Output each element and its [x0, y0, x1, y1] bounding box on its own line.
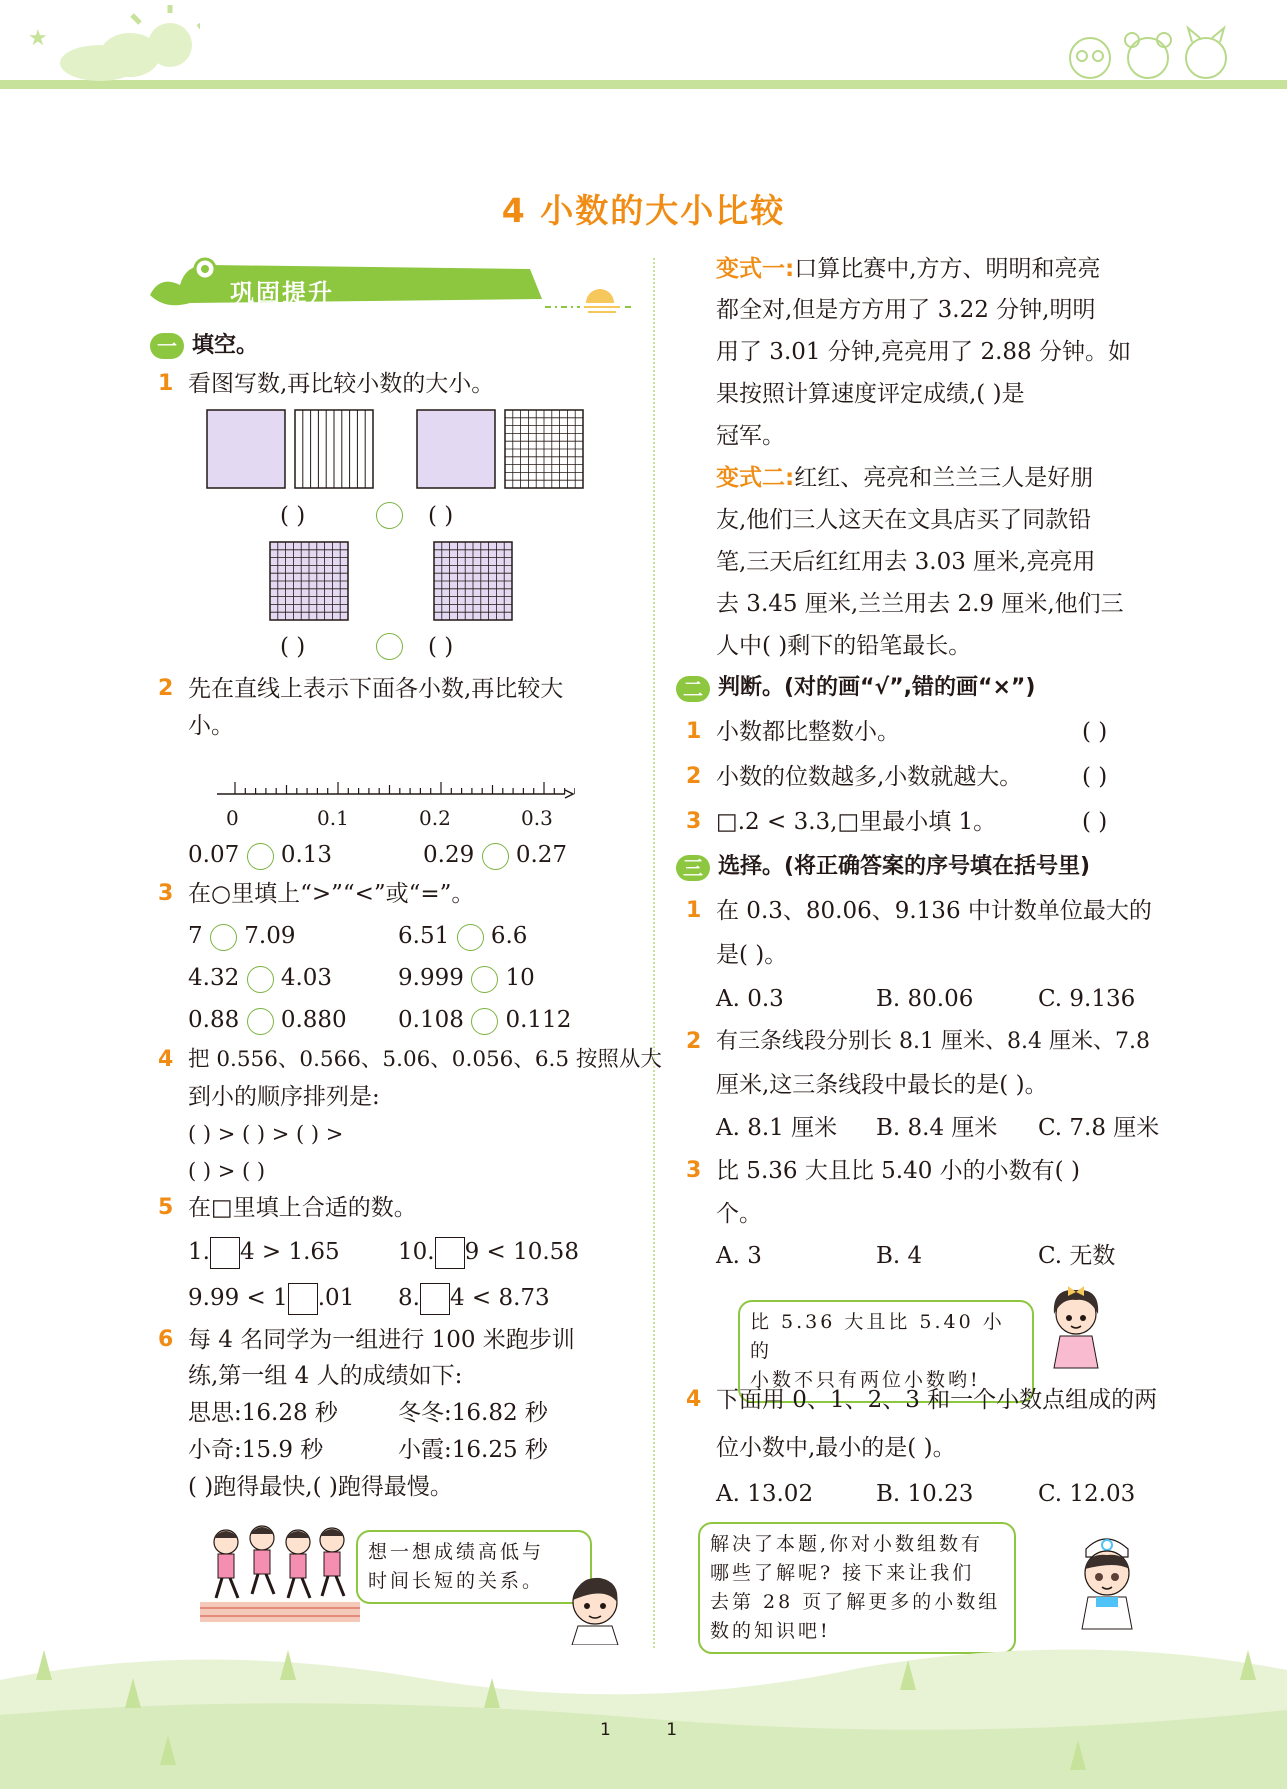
q4-line4: ( ) > ( ): [188, 1159, 266, 1183]
choose-1-number: 1: [686, 898, 702, 923]
q1-figure-row2: [268, 540, 518, 622]
column-divider: [653, 258, 655, 1648]
q5-box[interactable]: [420, 1283, 450, 1315]
q6-result-3: 小奇:15.9 秒: [188, 1437, 324, 1463]
q5-box[interactable]: [210, 1237, 240, 1269]
nurse-boy-avatar: [1066, 1525, 1146, 1630]
q1-figure-row1: [205, 408, 585, 490]
q4-number: 4: [158, 1047, 174, 1072]
choose-2-number: 2: [686, 1029, 702, 1054]
nl-tick-label-3: 0.3: [521, 806, 553, 830]
page-title: 4 小数的大小比较: [501, 191, 786, 230]
q3-row3-right: 0.108 0.112: [398, 1007, 572, 1033]
variant1-line2: 都全对,但是方方用了 3.22 分钟,明明: [716, 297, 1096, 323]
choose-4-line1: 下面用 0、1、2、3 和一个小数点组成的两: [716, 1387, 1158, 1413]
section-title-choose: 选择。(将正确答案的序号填在括号里): [718, 854, 1091, 879]
q5-item-a: 1. 4 > 1.65: [188, 1237, 340, 1269]
nl-tick-label-0: 0: [226, 806, 239, 830]
q6-line5: ( )跑得最快,( )跑得最慢。: [188, 1474, 453, 1500]
q5-item-b: 10. 9 < 10.58: [398, 1237, 579, 1269]
choose-4-line2: 位小数中,最小的是( )。: [716, 1435, 956, 1461]
tip-bubble-2: 比 5.36 大且比 5.40 小的 小数不只有两位小数哟!: [738, 1300, 1034, 1403]
q3-text: 在○里填上“>”“<”或“=”。: [188, 881, 475, 907]
q6-line2: 练,第一组 4 人的成绩如下:: [188, 1363, 463, 1389]
choose-2-option-c[interactable]: C. 7.8 厘米: [1038, 1115, 1160, 1141]
q3-row2-right: 9.999 10: [398, 965, 535, 991]
nl-tick-label-2: 0.2: [419, 806, 451, 830]
q2-cmp2: 0.29 0.27: [423, 842, 568, 868]
q4-line3: ( ) > ( ) > ( ) >: [188, 1122, 344, 1146]
variant1-line1: 变式一:口算比赛中,方方、明明和亮亮: [716, 256, 1101, 282]
q2-number: 2: [158, 676, 174, 701]
choose-4-option-c[interactable]: C. 12.03: [1038, 1481, 1136, 1507]
choose-1-option-b[interactable]: B. 80.06: [876, 986, 974, 1012]
q4-line1: 把 0.556、0.566、5.06、0.056、6.5 按照从大: [188, 1047, 662, 1072]
q1-paren-2b: ( ): [428, 634, 454, 660]
choose-1-line2: 是( )。: [716, 942, 788, 968]
q6-number: 6: [158, 1327, 174, 1352]
variant2-line4: 去 3.45 厘米,兰兰用去 2.9 厘米,他们三: [716, 591, 1124, 617]
q5-item-d: 8. 4 < 8.73: [398, 1283, 550, 1315]
q6-result-1: 思思:16.28 秒: [188, 1400, 338, 1426]
variant2-line3: 笔,三天后红红用去 3.03 厘米,亮亮用: [716, 549, 1096, 575]
q3-circle[interactable]: [247, 1008, 274, 1035]
section-label: 巩固提升: [230, 279, 334, 307]
q1-paren-1b: ( ): [428, 503, 454, 529]
q5-number: 5: [158, 1195, 174, 1220]
choose-2-option-b[interactable]: B. 8.4 厘米: [876, 1115, 998, 1141]
section-title-judge: 判断。(对的画“√”,错的画“×”): [718, 675, 1036, 700]
q3-number: 3: [158, 881, 174, 906]
choose-3-option-c[interactable]: C. 无数: [1038, 1243, 1116, 1269]
q3-row3-left: 0.88 0.880: [188, 1007, 347, 1033]
q3-circle[interactable]: [471, 1008, 498, 1035]
q5-item-c: 9.99 < 1 .01: [188, 1283, 354, 1315]
choose-3-option-b[interactable]: B. 4: [876, 1243, 923, 1269]
choose-3-number: 3: [686, 1158, 702, 1183]
variant2-line5: 人中( )剩下的铅笔最长。: [716, 633, 972, 659]
judge-1-number: 1: [686, 719, 702, 744]
tip-bubble-3: 解决了本题,你对小数组数有 哪些了解呢? 接下来让我们 去第 28 页了解更多的小数组 数的知识吧!: [698, 1522, 1016, 1654]
q2-line1: 先在直线上表示下面各小数,再比较大: [188, 676, 564, 702]
tip-bubble-1: 想一想成绩高低与 时间长短的关系。: [356, 1530, 592, 1604]
q3-circle[interactable]: [247, 966, 274, 993]
q2-circle-1[interactable]: [247, 843, 274, 870]
variant2-line1: 变式二:红红、亮亮和兰兰三人是好朋: [716, 465, 1094, 491]
variant1-line5: 冠军。: [716, 423, 785, 449]
nl-tick-label-1: 0.1: [317, 806, 349, 830]
q1-text: 看图写数,再比较小数的大小。: [188, 371, 495, 397]
judge-1-answer[interactable]: ( ): [1082, 719, 1108, 745]
animals-decoration: [1060, 20, 1250, 82]
cloud-sun-decoration: [20, 5, 200, 85]
q1-paren-2a: ( ): [280, 634, 306, 660]
q3-circle[interactable]: [471, 966, 498, 993]
choose-1-option-c[interactable]: C. 9.136: [1038, 986, 1136, 1012]
choose-2-line1: 有三条线段分别长 8.1 厘米、8.4 厘米、7.8: [716, 1029, 1150, 1054]
section-badge-1: 一: [150, 333, 184, 359]
q2-circle-2[interactable]: [482, 843, 509, 870]
q5-box[interactable]: [435, 1237, 465, 1269]
choose-1-line1: 在 0.3、80.06、9.136 中计数单位最大的: [716, 898, 1152, 924]
section-label-ribbon: [150, 255, 635, 315]
q6-line1: 每 4 名同学为一组进行 100 米跑步训: [188, 1327, 575, 1353]
footer-hills: [0, 1620, 1287, 1789]
q6-result-4: 小霞:16.25 秒: [398, 1437, 548, 1463]
judge-3-text: □.2 < 3.3,□里最小填 1。: [716, 809, 997, 835]
q1-paren-1a: ( ): [280, 503, 306, 529]
choose-1-option-a[interactable]: A. 0.3: [716, 986, 784, 1012]
q6-result-2: 冬冬:16.82 秒: [398, 1400, 548, 1426]
girl-avatar: [1040, 1280, 1115, 1370]
choose-2-option-a[interactable]: A. 8.1 厘米: [716, 1115, 838, 1141]
judge-1-text: 小数都比整数小。: [716, 719, 900, 745]
page-number: 1 1: [600, 1720, 678, 1740]
choose-4-number: 4: [686, 1387, 702, 1412]
judge-2-answer[interactable]: ( ): [1082, 764, 1108, 790]
choose-3-line1: 比 5.36 大且比 5.40 小的小数有( ): [716, 1158, 1080, 1184]
q2-cmp1: 0.07 0.13: [188, 842, 333, 868]
variant2-line2: 友,他们三人这天在文具店买了同款铅: [716, 507, 1092, 533]
choose-4-option-a[interactable]: A. 13.02: [716, 1481, 814, 1507]
q3-row1-right: 6.51 6.6: [398, 923, 528, 949]
q3-circle[interactable]: [457, 924, 484, 951]
q1-number: 1: [158, 371, 174, 396]
judge-2-text: 小数的位数越多,小数就越大。: [716, 764, 1023, 790]
q1-circle-1[interactable]: [376, 502, 403, 529]
choose-3-line2: 个。: [716, 1201, 762, 1227]
section-title-fill: 填空。: [192, 333, 259, 358]
q4-line2: 到小的顺序排列是:: [188, 1084, 380, 1110]
q3-circle[interactable]: [210, 924, 237, 951]
q1-circle-2[interactable]: [376, 633, 403, 660]
judge-3-number: 3: [686, 809, 702, 834]
section-badge-2: 二: [676, 676, 710, 702]
q3-row1-left: 7 7.09: [188, 923, 296, 949]
choose-3-option-a[interactable]: A. 3: [716, 1243, 762, 1269]
judge-3-answer[interactable]: ( ): [1082, 809, 1108, 835]
svg-text:★: ★: [28, 26, 48, 51]
variant1-line4: 果按照计算速度评定成绩,( )是: [716, 381, 1025, 407]
choose-2-line2: 厘米,这三条线段中最长的是( )。: [716, 1072, 1048, 1098]
judge-2-number: 2: [686, 764, 702, 789]
variant1-line3: 用了 3.01 分钟,亮亮用了 2.88 分钟。如: [716, 339, 1131, 365]
q2-line2: 小。: [188, 713, 234, 739]
q5-text: 在□里填上合适的数。: [188, 1195, 417, 1221]
q5-box[interactable]: [288, 1283, 318, 1315]
q3-row2-left: 4.32 4.03: [188, 965, 333, 991]
choose-4-option-b[interactable]: B. 10.23: [876, 1481, 974, 1507]
section-badge-3: 三: [676, 855, 710, 881]
